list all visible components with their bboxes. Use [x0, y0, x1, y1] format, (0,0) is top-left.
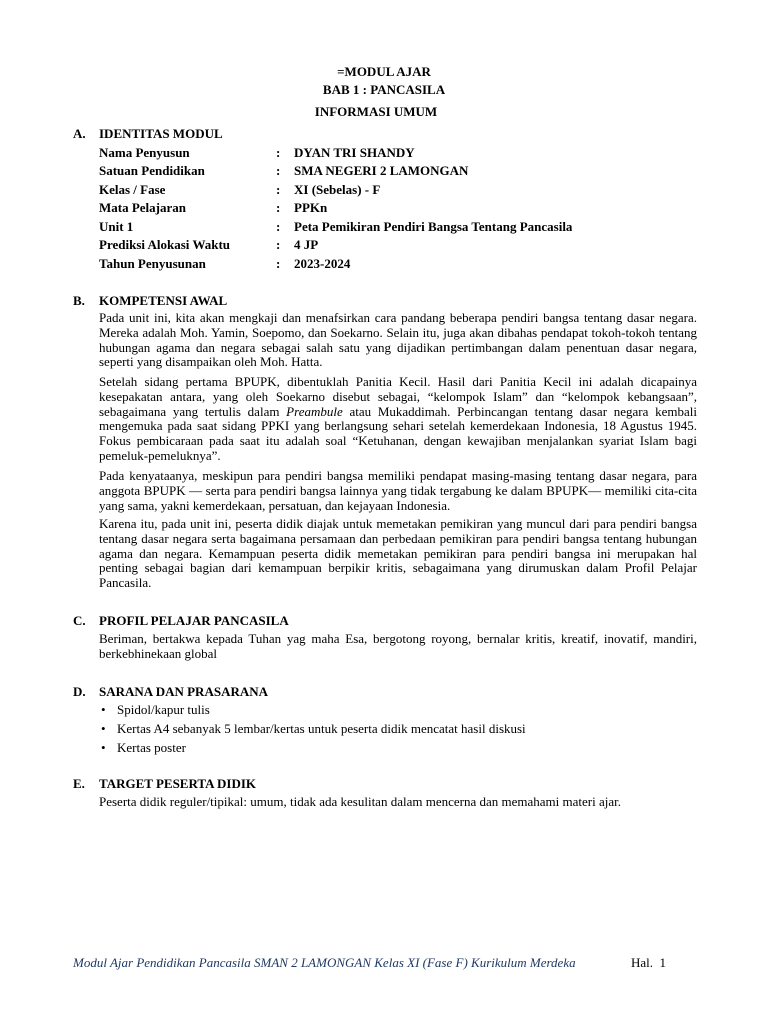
section-b-letter: B. — [73, 293, 85, 308]
section-c-title: PROFIL PELAJAR PANCASILA — [99, 613, 289, 628]
identity-value: DYAN TRI SHANDY — [294, 145, 415, 160]
bullet-icon: • — [101, 702, 106, 717]
identity-colon: : — [276, 219, 281, 234]
list-item-text: Spidol/kapur tulis — [117, 702, 210, 717]
identity-label: Satuan Pendidikan — [99, 163, 205, 178]
list-item — [99, 700, 526, 719]
list-item — [99, 719, 526, 738]
identity-value: SMA NEGERI 2 LAMONGAN — [294, 163, 469, 178]
paragraph-text: atau Mukaddimah. Perbincangan tentang dasar negara kembali mengemuka pada saat sidang PPKI yang berlangsung sehari setelah kemerdekaan Indonesia, 18 Agustus 1945. Fokus pembicaraan pada saat itu adalah soal “Ketuhanan, dengan kewajiban menjalankan syariat Islam bagi pemeluk-pemeluknya”. — [99, 403, 697, 463]
identity-colon: : — [276, 200, 281, 215]
bullet-icon: • — [101, 740, 106, 755]
identity-value: Peta Pemikiran Pendiri Bangsa Tentang Pancasila — [294, 219, 573, 234]
page-number — [631, 955, 666, 971]
section-a-title: IDENTITAS MODUL — [99, 126, 223, 141]
section-c-letter: C. — [73, 613, 86, 628]
preambule-term: Preambule — [286, 403, 343, 419]
identity-colon: : — [276, 163, 281, 178]
kompetensi-paragraph-3: Pada kenyataanya, meskipun para pendiri bangsa memiliki pendapat masing-masing tentang dasar negara, para anggota BPUPK — serta para pendiri bangsa lainnya yang tidak tergabung ke dalam BPUPK— memiliki cita-cita yang sama, yakni kemerdekaan, persatuan, dan kejayaan Indonesia. — [99, 468, 697, 513]
paragraph-text: Setelah sidang pertama BPUPK, dibentuklah Panitia Kecil. Hasil dari Panitia Kecil ini adalah dicapainya kesepakatan antara, yang oleh Soekarno disebut sebagai, “kelompok Islam” dan “kelompok kebangsaan”, sebagaimana yang tertulis dalam — [99, 374, 697, 419]
kompetensi-paragraph-4: Karena itu, pada unit ini, peserta didik diajak untuk memetakan pemikiran yang muncul dari para pendiri bangsa tentang dasar negara serta bagaimana persamaan dan perbedaan pemikiran para pendiri bangsa tentang hubungan agama dan negara. Kemampuan peserta didik memetakan pemikiran para pendiri bangsa ini merupakan hal penting sebagai bagian dari kemampuan berpikir kritis, sebagaimana yang dirumuskan dalam Profil Pelajar Pancasila. — [99, 516, 697, 591]
identity-label: Prediksi Alokasi Waktu — [99, 237, 231, 252]
identity-value: 4 JP — [294, 237, 319, 252]
chapter-title: BAB 1 : PANCASILA — [322, 82, 446, 97]
identity-colon: : — [276, 145, 281, 160]
identity-colon: : — [276, 237, 281, 252]
page-number-value: 1 — [659, 955, 667, 970]
info-heading: INFORMASI UMUM — [314, 104, 438, 119]
section-d-letter: D. — [73, 684, 86, 699]
section-d-title: SARANA DAN PRASARANA — [99, 684, 269, 699]
kompetensi-paragraph-1: Pada unit ini, kita akan mengkaji dan menafsirkan cara pandang beberapa pendiri bangsa tentang dasar negara. Mereka adalah Moh. Yamin, Soepomo, dan Soekarno. Selain itu, juga akan dibahas pendapat tokoh-tokoh tentang hubungan agama dan negara sebagai salah satu yang dijadikan pertimbangan dalam penentuan dasar negara, seperti yang disampaikan oleh Moh. Hatta. — [99, 310, 697, 370]
identity-value: 2023-2024 — [294, 256, 351, 271]
sarana-list — [99, 700, 526, 757]
list-item-text: Kertas A4 sebanyak 5 lembar/kertas untuk peserta didik mencatat hasil diskusi — [117, 721, 526, 736]
footer-text: Modul Ajar Pendidikan Pancasila SMAN 2 LAMONGAN Kelas XI (Fase F) Kurikulum Merdeka — [73, 955, 576, 970]
identity-colon: : — [276, 256, 281, 271]
section-e-title: TARGET PESERTA DIDIK — [99, 776, 257, 791]
identity-label: Kelas / Fase — [99, 182, 166, 197]
identity-label: Unit 1 — [99, 219, 134, 234]
identity-value: PPKn — [294, 200, 328, 215]
profil-text: Beriman, bertakwa kepada Tuhan yag maha Esa, bergotong royong, bernalar kritis, kreatif, inovatif, mandiri, berkebhinekaan global — [99, 631, 697, 661]
identity-label: Tahun Penyusunan — [99, 256, 206, 271]
page-label: Hal. — [631, 955, 654, 970]
list-item-text: Kertas poster — [117, 740, 186, 755]
section-a-letter: A. — [73, 126, 86, 141]
identity-colon: : — [276, 182, 281, 197]
identity-label: Nama Penyusun — [99, 145, 190, 160]
identity-label: Mata Pelajaran — [99, 200, 187, 215]
bullet-icon: • — [101, 721, 106, 736]
list-item — [99, 738, 526, 757]
identity-value: XI (Sebelas) - F — [294, 182, 381, 197]
target-text: Peserta didik reguler/tipikal: umum, tidak ada kesulitan dalam mencerna dan memahami materi ajar. — [99, 794, 621, 809]
module-title: =MODUL AJAR — [337, 64, 431, 79]
kompetensi-paragraph-2 — [99, 375, 697, 464]
section-b-title: KOMPETENSI AWAL — [99, 293, 228, 308]
section-e-letter: E. — [73, 776, 85, 791]
